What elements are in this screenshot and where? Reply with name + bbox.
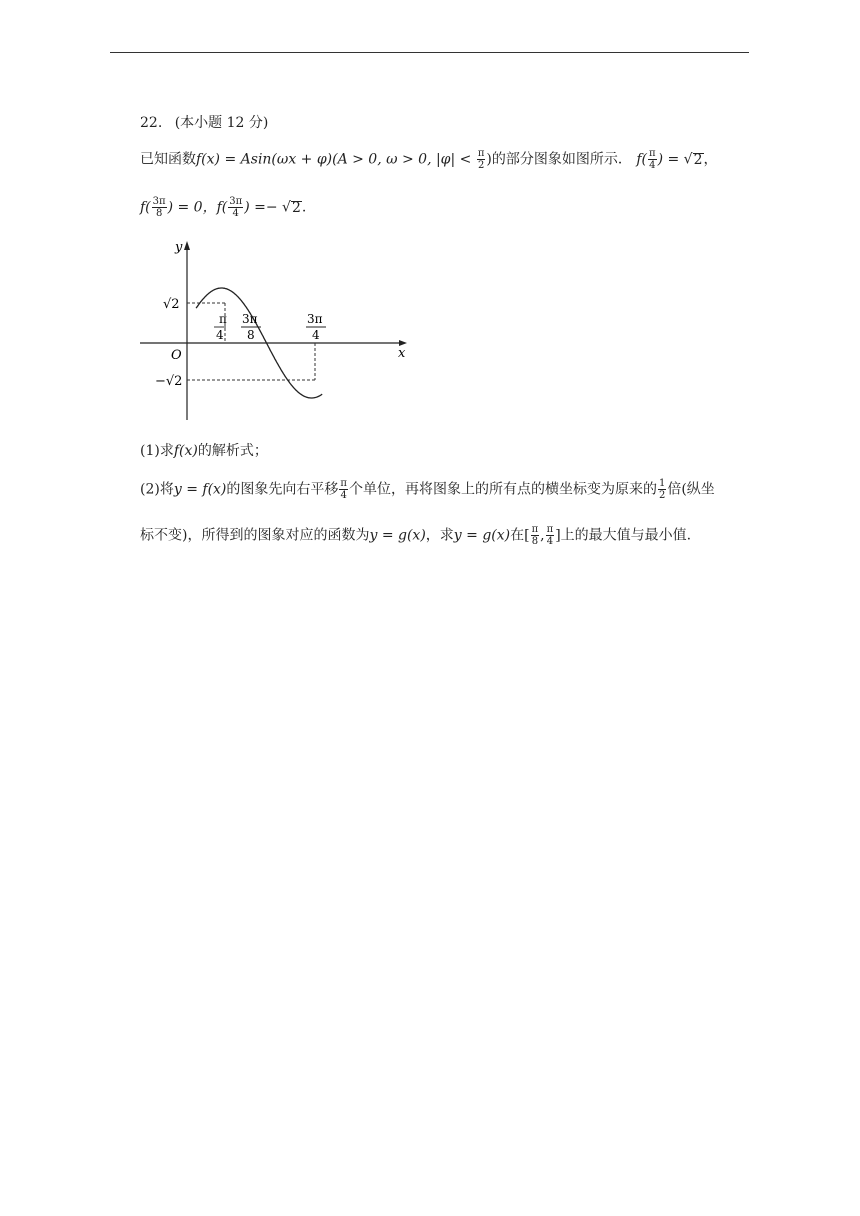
fraction-one-half [658, 478, 666, 501]
y-axis-arrow-icon [184, 241, 190, 250]
frac-den: 8 [155, 208, 163, 219]
math-y-eq-fx: y = f(x) [173, 481, 227, 498]
frac-den: 4 [340, 490, 347, 501]
origin-label: O [171, 348, 182, 363]
part2-label: (2)将 [140, 481, 174, 498]
part2-text: ，求 [425, 527, 454, 544]
punct: . [301, 199, 307, 216]
tick-3pi8-num: 3π [242, 312, 258, 326]
frac-den: 4 [232, 208, 239, 219]
frac-num: 1 [658, 478, 666, 489]
frac-den: 2 [477, 160, 485, 171]
math-eq: ) = [657, 151, 684, 168]
part2-text: ]上的最大值与最小值. [555, 527, 692, 544]
frac-num: π [340, 478, 347, 489]
math-fx: f(x) [196, 151, 221, 168]
tick-3pi4-den: 4 [312, 328, 320, 342]
frac-den: 2 [658, 490, 666, 501]
statement-text: )的部分图象如图所示． [486, 151, 632, 168]
math-eq: ) =− [244, 199, 283, 216]
frac-num: π [477, 148, 485, 159]
math-fx: f(x) [173, 443, 198, 459]
math-expression: = Asin(ωx + φ)(A > 0, ω > 0, |φ| < [220, 151, 476, 168]
problem-statement-line1: 已知函数f(x) = Asin(ωx + φ)(A > 0, ω > 0, |φ| < $\frac{\pi}{2}$ )的部分图象如图所示． f( $\frac{\pi}{4}$ ) = √2， [140, 148, 718, 171]
tick-3pi8-den: 8 [247, 328, 255, 342]
fraction-pi-over-4 [546, 524, 555, 547]
frac-den: 8 [531, 536, 539, 547]
part2-question-line1 [140, 478, 715, 501]
math-f: f( [636, 151, 647, 168]
punct: , [540, 527, 545, 544]
part2-text: 在[ [510, 527, 530, 544]
part1-label: (1)求 [140, 443, 174, 459]
math-f: f( [216, 199, 228, 216]
statement-text: 已知函数 [140, 151, 196, 168]
punct: ， [703, 151, 718, 168]
fraction-pi-over-2 [477, 148, 486, 171]
problem-statement-line2: f( $\frac{3\pi}{8}$ ) = 0，f( $\frac{3\pi}{4}$ ) =− √2. [140, 196, 307, 219]
part1-text: 的解析式； [197, 443, 268, 459]
problem-points: (本小题 12 分) [174, 115, 269, 131]
frac-den: 4 [546, 536, 554, 547]
math-y-eq-gx: y = g(x) [453, 527, 511, 544]
sqrt-value: 2 [291, 199, 301, 216]
problem-heading [140, 112, 268, 132]
frac-den: 4 [649, 160, 656, 171]
math-y-eq-gx: y = g(x) [369, 527, 426, 544]
fraction-pi-over-8 [531, 524, 540, 547]
tick-pi4-num: π [219, 312, 227, 326]
fraction-3pi-over-8 [152, 196, 167, 219]
frac-num: 3π [152, 196, 166, 207]
fraction-3pi-over-4 [228, 196, 243, 219]
sqrt-value: 2 [693, 151, 703, 168]
part2-text: 标不变)，所得到的图象对应的函数为 [140, 527, 370, 544]
tick-3pi4-num: 3π [307, 312, 323, 326]
header-rule [110, 52, 749, 53]
frac-num: 3π [229, 196, 243, 207]
part2-question-line2 [140, 524, 691, 547]
math-eq: ) = 0， [167, 199, 217, 216]
problem-number: 22. [140, 115, 163, 131]
fraction-pi-over-4 [339, 478, 348, 501]
neg-sqrt2-tick-label: −√2 [155, 374, 183, 389]
math-f: f( [140, 199, 151, 216]
part2-text: 个单位，再将图象上的所有点的横坐标变为原来的 [348, 481, 657, 498]
tick-pi4-den: 4 [216, 328, 224, 342]
frac-num: π [546, 524, 554, 535]
y-axis-label: y [175, 240, 183, 255]
part1-question [140, 440, 268, 460]
frac-num: π [649, 148, 656, 159]
part2-text: 倍(纵坐 [667, 481, 715, 498]
fraction-pi-over-4 [648, 148, 657, 171]
x-axis-label: x [398, 346, 406, 361]
function-graph [135, 235, 415, 425]
sqrt2-tick-label: √2 [163, 297, 180, 312]
frac-num: π [531, 524, 539, 535]
part2-text: 的图象先向右平移 [226, 481, 339, 498]
